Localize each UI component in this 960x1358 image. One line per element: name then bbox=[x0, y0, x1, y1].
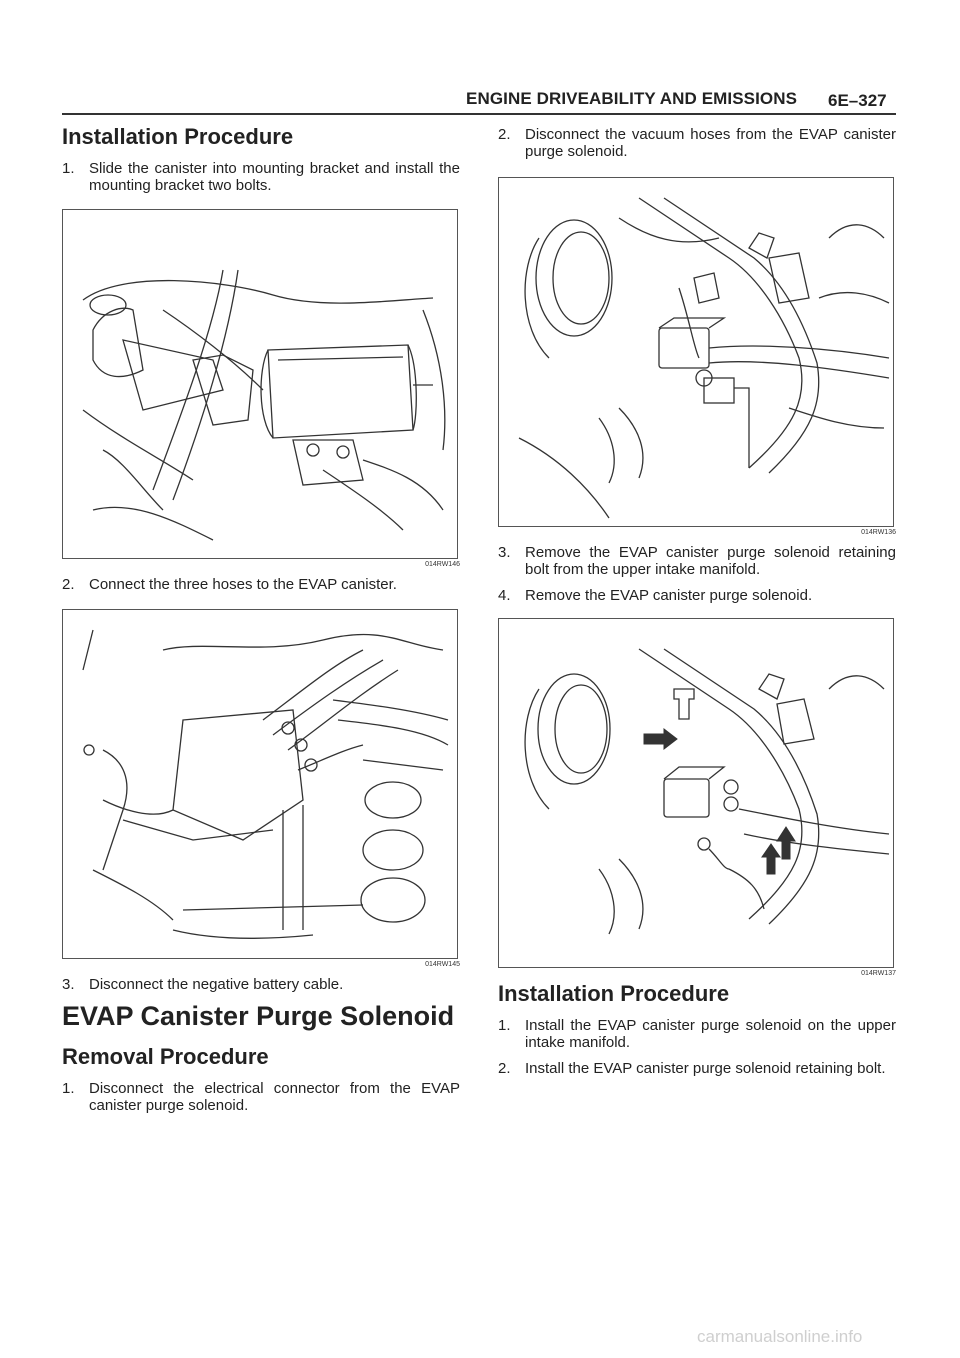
step-number: 3. bbox=[498, 544, 511, 561]
step-text: Disconnect the electrical connector from the EVAP canister purge solenoid. bbox=[89, 1080, 460, 1114]
step-number: 1. bbox=[62, 1080, 75, 1097]
step-number: 1. bbox=[498, 1017, 511, 1034]
step-text: Remove the EVAP canister purge solenoid. bbox=[525, 587, 813, 604]
step-item bbox=[498, 544, 896, 578]
canister-hoses-illustration bbox=[63, 610, 459, 960]
step-number: 2. bbox=[498, 1060, 511, 1077]
step-item bbox=[62, 1080, 460, 1114]
right-column bbox=[498, 122, 896, 1077]
step-text: Disconnect the negative battery cable. bbox=[89, 976, 344, 993]
step-text: Slide the canister into mounting bracket and install the mounting bracket two bolts. bbox=[89, 160, 460, 194]
step-item bbox=[498, 1060, 896, 1077]
step-item bbox=[498, 1017, 896, 1051]
step-item bbox=[62, 976, 460, 993]
section-title: ENGINE DRIVEABILITY AND EMISSIONS bbox=[466, 89, 798, 108]
figure-code: 014RW136 bbox=[861, 529, 896, 536]
step-number: 2. bbox=[62, 576, 75, 593]
removal-heading: Removal Procedure bbox=[62, 1044, 269, 1069]
figure-solenoid-hoses bbox=[498, 177, 894, 527]
step-text: Connect the three hoses to the EVAP canister. bbox=[89, 576, 397, 593]
install-heading-left: Installation Procedure bbox=[62, 124, 294, 149]
install-heading-right: Installation Procedure bbox=[498, 981, 730, 1006]
step-number: 3. bbox=[62, 976, 75, 993]
header-divider bbox=[62, 113, 896, 115]
step-item bbox=[62, 160, 460, 194]
canister-bracket-illustration bbox=[63, 210, 459, 560]
step-item bbox=[498, 126, 896, 160]
figure-code: 014RW137 bbox=[861, 970, 896, 977]
figure-canister-hoses bbox=[62, 609, 458, 959]
page-number: 6E–327 bbox=[828, 91, 887, 110]
watermark: carmanualsonline.info bbox=[697, 1327, 863, 1346]
figure-solenoid-removed bbox=[498, 618, 894, 968]
step-number: 4. bbox=[498, 587, 511, 604]
step-text: Install the EVAP canister purge solenoid on the upper intake manifold. bbox=[525, 1017, 896, 1051]
purge-solenoid-illustration bbox=[499, 178, 895, 528]
figure-code: 014RW145 bbox=[425, 961, 460, 968]
figure-code: 014RW146 bbox=[425, 561, 460, 568]
solenoid-removed-illustration bbox=[499, 619, 895, 969]
step-text: Disconnect the vacuum hoses from the EVAP canister purge solenoid. bbox=[525, 126, 896, 160]
step-number: 1. bbox=[62, 160, 75, 177]
step-item bbox=[498, 587, 896, 604]
step-text: Remove the EVAP canister purge solenoid retaining bolt from the upper intake manifold. bbox=[525, 544, 896, 578]
step-number: 2. bbox=[498, 126, 511, 143]
step-text: Install the EVAP canister purge solenoid retaining bolt. bbox=[525, 1060, 886, 1077]
figure-canister-installed bbox=[62, 209, 458, 559]
step-item bbox=[62, 576, 460, 593]
section-heading: EVAP Canister Purge Solenoid bbox=[62, 1001, 455, 1031]
left-column bbox=[62, 122, 460, 1114]
